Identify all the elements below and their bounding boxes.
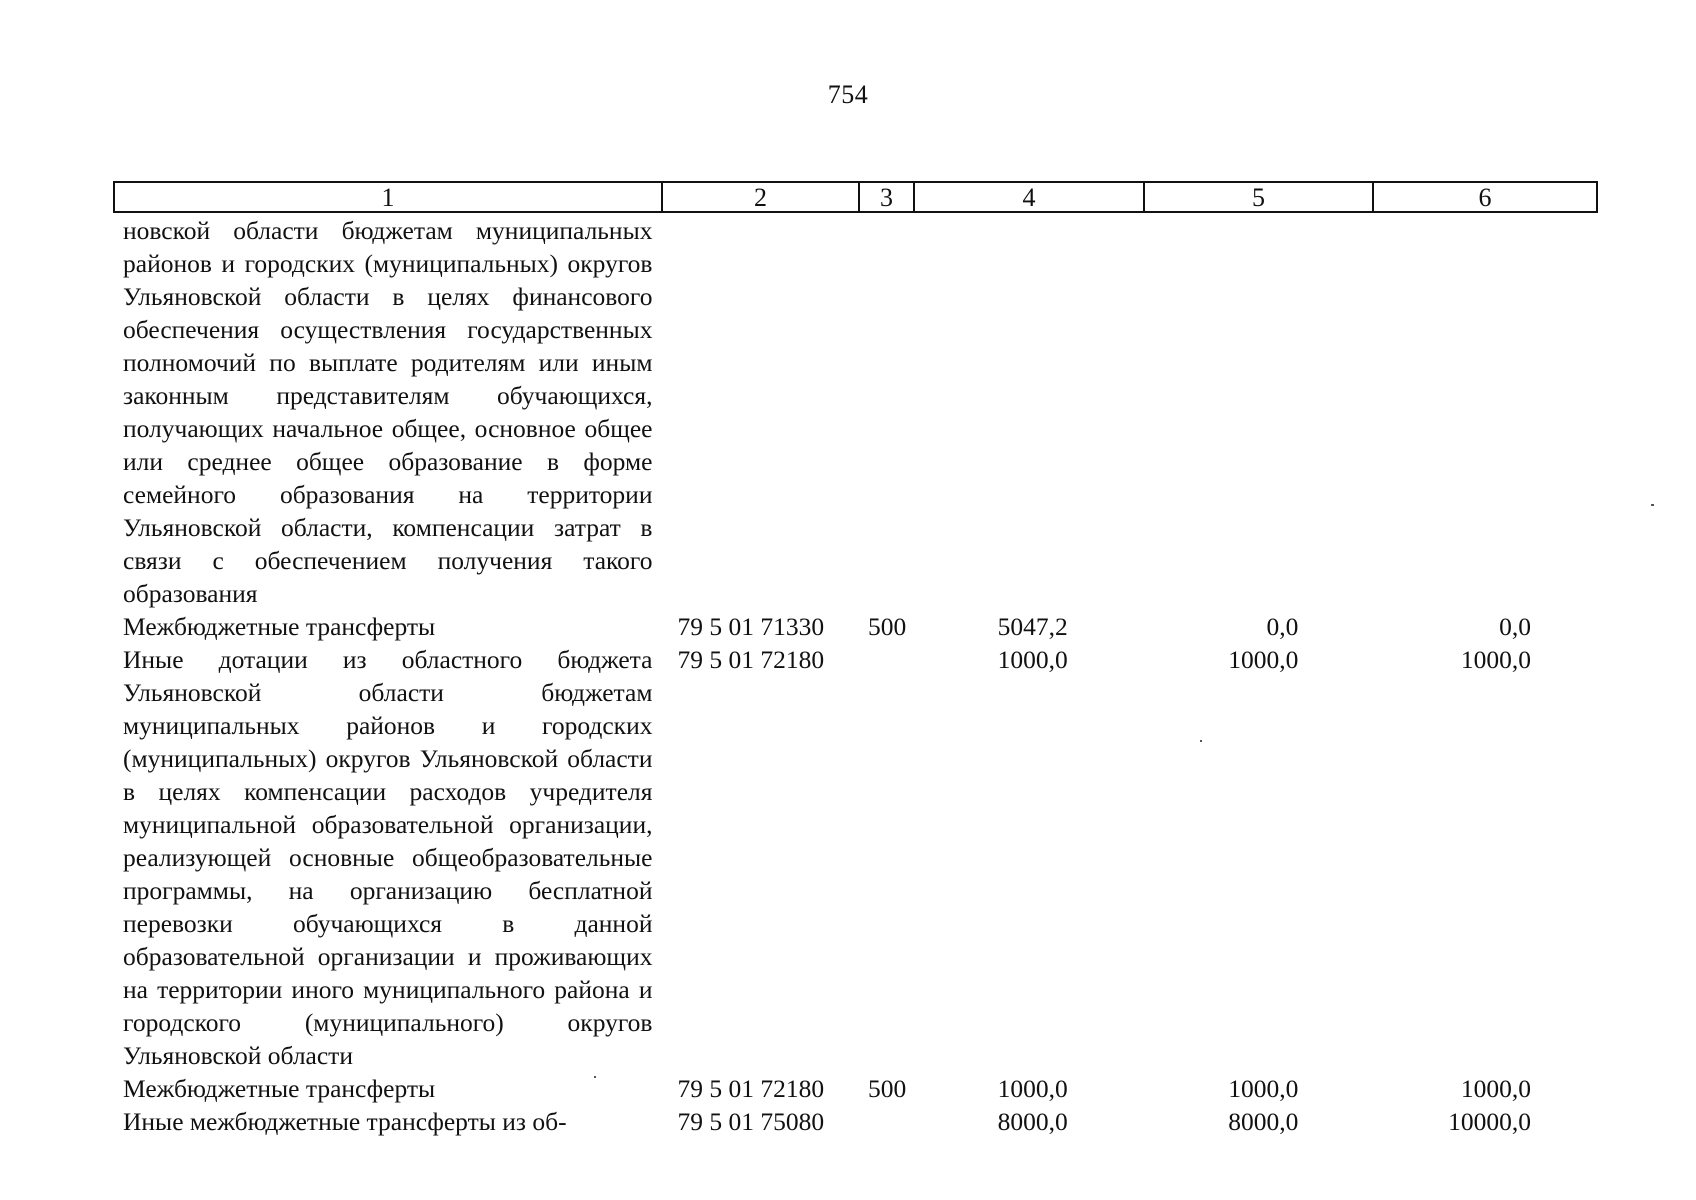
row-code: 79 5 01 71330 <box>677 612 825 641</box>
table-row <box>113 1105 1598 1138</box>
row-value-col5: 0,0 <box>1266 612 1299 641</box>
row-value-col4: 1000,0 <box>997 1074 1068 1103</box>
row-value-col5: 1000,0 <box>1228 1074 1299 1103</box>
row-expense-type <box>860 1105 915 1138</box>
row-value-col6: 1000,0 <box>1460 645 1531 674</box>
header-col-5: 5 <box>1145 183 1374 211</box>
row-expense-type: 500 <box>868 612 907 641</box>
row-code: 79 5 01 72180 <box>677 645 825 674</box>
header-col-4: 4 <box>915 183 1145 211</box>
row-value-col5: 8000,0 <box>1228 1107 1299 1136</box>
row-code: 79 5 01 75080 <box>677 1107 825 1136</box>
row-description: Межбюджетные трансферты <box>123 612 436 641</box>
table-row <box>113 610 1598 643</box>
header-col-3: 3 <box>860 183 915 211</box>
table-header <box>113 181 1598 213</box>
page-number: 754 <box>827 80 869 109</box>
scan-speck <box>1651 504 1654 506</box>
row-value-col4: 1000,0 <box>997 645 1068 674</box>
row-code <box>662 214 860 610</box>
row-description: Иные дотации из областного бюджета Ульяновской области бюджетам муниципальных районов и городских (муниципальных) округов Ульяновской области в целях компенсации расходов учредителя муниципальной образовательной организации, реализующей основные общеобразовательные программы, на организацию бесплатной перевозки обучающихся в данной образовательной организации и проживающих на территории иного муниципального района и городского (муниципального) округов Ульяновской области <box>123 645 653 1070</box>
row-value-col6 <box>1375 214 1598 610</box>
row-value-col6: 1000,0 <box>1460 1074 1531 1103</box>
row-code: 79 5 01 72180 <box>677 1074 825 1103</box>
row-value-col4 <box>915 214 1146 610</box>
budget-table <box>113 214 1598 1138</box>
header-col-6: 6 <box>1478 183 1492 212</box>
row-value-col5: 1000,0 <box>1228 645 1299 674</box>
row-description: Иные межбюджетные трансферты из об- <box>123 1107 567 1136</box>
row-expense-type: 500 <box>868 1074 907 1103</box>
table-row <box>113 643 1598 1072</box>
header-col-2: 2 <box>663 183 860 211</box>
table-row <box>113 214 1598 610</box>
row-description: новской области бюджетам муниципальных районов и городских (муниципальных) округов Ульяновской области в целях финансового обеспечения осуществления государственных полномочий по выплате родителям или иным законным представителям обучающихся, получающих начальное общее, основное общее или среднее общее образование в форме семейного образования на территории Ульяновской области, компенсации затрат в связи с обеспечением получения такого образования <box>123 216 653 608</box>
row-value-col6: 10000,0 <box>1448 1107 1531 1136</box>
row-value-col5 <box>1146 214 1376 610</box>
header-col-1: 1 <box>115 183 663 211</box>
scan-speck <box>594 1076 596 1078</box>
row-value-col4: 5047,2 <box>997 612 1068 641</box>
row-expense-type <box>860 214 915 610</box>
row-value-col4: 8000,0 <box>997 1107 1068 1136</box>
row-value-col6: 0,0 <box>1499 612 1531 641</box>
scan-speck <box>1200 740 1202 742</box>
table-row <box>113 1072 1598 1105</box>
row-description: Межбюджетные трансферты <box>123 1074 436 1103</box>
row-expense-type <box>860 643 915 1072</box>
